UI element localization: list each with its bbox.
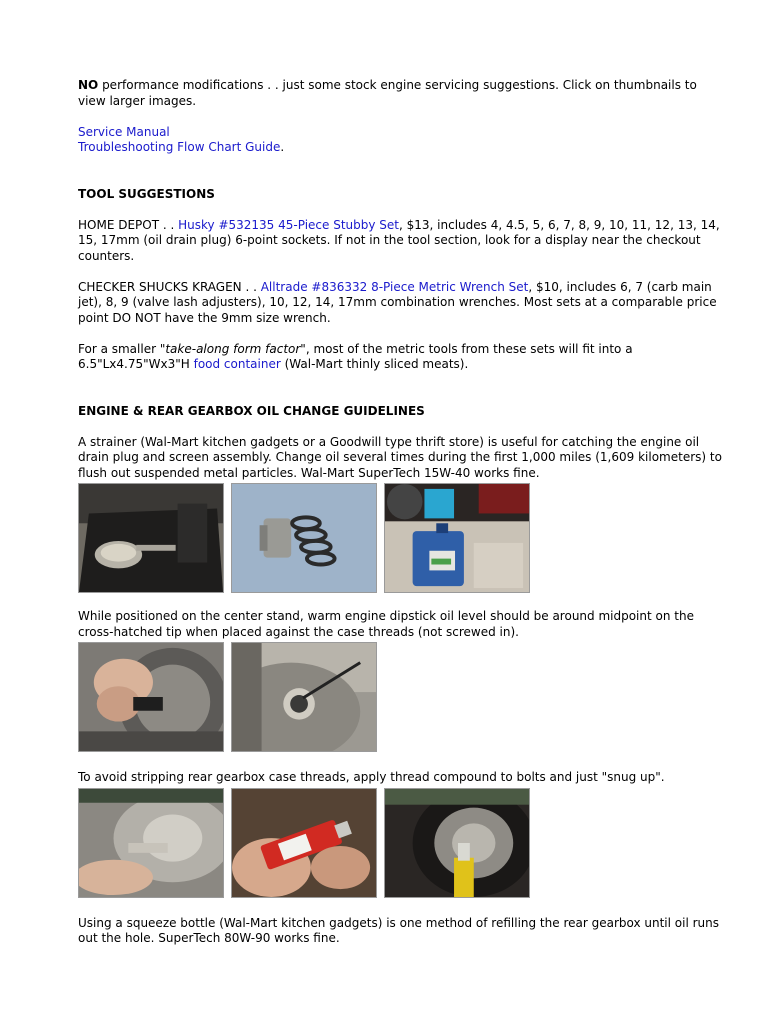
intro-paragraph — [78, 78, 728, 109]
food-container-link[interactable]: food container — [193, 357, 281, 371]
thumbnail-row-2 — [78, 642, 728, 752]
troubleshooting-suffix: . — [280, 140, 285, 154]
smaller-italic: "take-along form factor" — [159, 341, 306, 356]
links-block — [78, 125, 728, 156]
smaller-prefix: For a smaller — [78, 341, 160, 356]
troubleshooting-link[interactable]: Troubleshooting Flow Chart Guide — [78, 140, 281, 154]
intro-text: performance modifications . . just some stock engine servicing suggestions. Click on thumbnails to view larger images. — [78, 78, 697, 108]
checker-prefix: CHECKER SHUCKS KRAGEN . . — [78, 279, 261, 294]
intro-bold: NO — [78, 78, 99, 92]
dipstick-paragraph: While positioned on the center stand, warm engine dipstick oil level should be around midpoint on the cross-hatched tip when placed against the case threads (not screwed in). — [78, 609, 694, 639]
checker-suffix: , $10, includes 6, 7 (carb main jet), 8, 9 (valve lash adjusters), 10, 12, 14, 17mm combination wrenches. Most sets at a comparable price point DO NOT have the 9mm size wrench. — [78, 279, 717, 325]
home-depot-suffix: , $13, includes 4, 4.5, 5, 6, 7, 8, 9, 10, 11, 12, 13, 14, 15, 17mm (oil drain plug) 6-point sockets. If not in the tool section, look for a display near the checkout counters. — [78, 217, 720, 263]
tool-suggestions-heading: TOOL SUGGESTIONS — [78, 186, 215, 201]
home-depot-prefix: HOME DEPOT . . — [78, 217, 179, 232]
thumbnail-gearbox-bolts[interactable] — [78, 788, 224, 898]
strainer-paragraph: A strainer (Wal-Mart kitchen gadgets or a Goodwill type thrift store) is useful for catching the engine oil drain plug and screen assembly. Change oil several times during the first 1,000 miles (1,609 kilometers) to flush out suspended metal particles. Wal-Mart SuperTech 15W-40 works fine. — [78, 434, 722, 480]
thumbnail-oil-jug[interactable] — [384, 483, 530, 593]
squeeze-paragraph: Using a squeeze bottle (Wal-Mart kitchen gadgets) is one method of refilling the rear gearbox until oil runs out the hole. SuperTech 80W-90 works fine. — [78, 915, 720, 945]
thumbnail-strainer[interactable] — [78, 483, 224, 593]
threads-paragraph: To avoid stripping rear gearbox case threads, apply thread compound to bolts and just "snug up". — [78, 770, 665, 784]
home-depot-paragraph — [78, 218, 728, 265]
husky-set-link[interactable]: Husky #532135 45-Piece Stubby Set — [178, 217, 399, 232]
checker-paragraph — [78, 280, 728, 327]
thumbnail-dipstick-threads[interactable] — [231, 642, 377, 752]
smaller-middle: , most of the metric tools from these sets will fit into a 6.5"Lx4.75"Wx3"H — [78, 341, 633, 371]
smaller-paragraph — [78, 342, 728, 373]
thumbnail-row-3 — [78, 788, 728, 898]
service-manual-link[interactable]: Service Manual — [78, 124, 170, 139]
thumbnail-gearbox-refill[interactable] — [384, 788, 530, 898]
page-content — [78, 78, 728, 947]
thumbnail-drain-plug[interactable] — [231, 483, 377, 593]
smaller-suffix: (Wal-Mart thinly sliced meats). — [280, 357, 469, 371]
thumbnail-row-1 — [78, 483, 728, 593]
thumbnail-thread-compound[interactable] — [231, 788, 377, 898]
oil-change-heading: ENGINE & REAR GEARBOX OIL CHANGE GUIDELINES — [78, 403, 425, 418]
alltrade-set-link[interactable]: Alltrade #836332 8-Piece Metric Wrench Set — [260, 279, 529, 294]
thumbnail-dipstick-removal[interactable] — [78, 642, 224, 752]
